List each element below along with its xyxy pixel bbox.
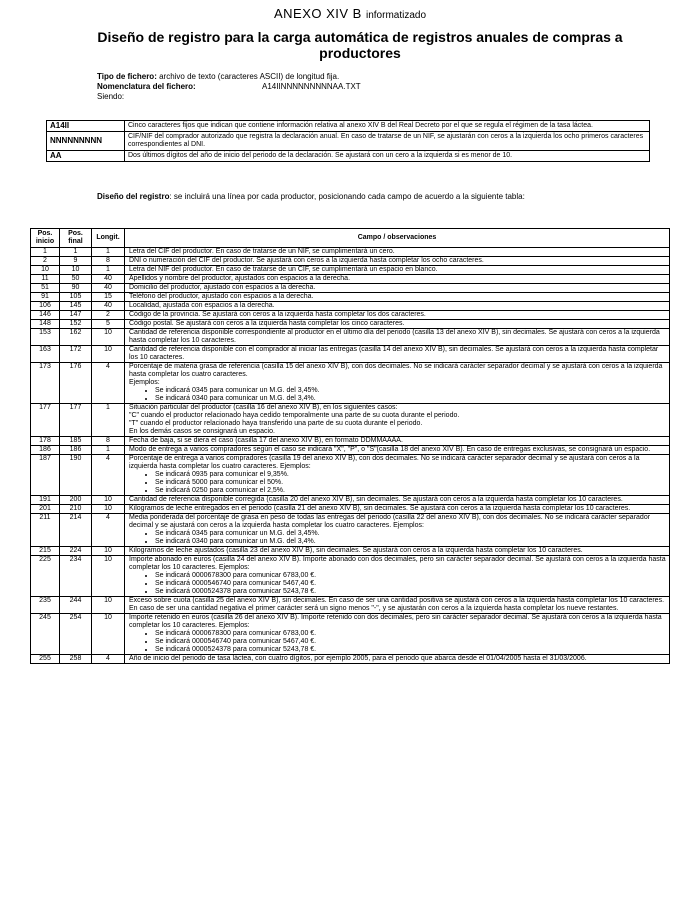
campo-cell	[125, 437, 670, 446]
table-row	[31, 266, 670, 275]
campo-text-line: Cantidad de referencia disponible con el comprador al iniciar las entregas (casilla 14 del anexo XIV B), sin decimales. Se ajustará con ceros a la izquierda hasta completar los 10 caracteres.	[129, 346, 659, 361]
header-campo: Campo / observaciones	[125, 229, 670, 248]
campo-text-line: Localidad, ajustada con espacios a la derecha.	[129, 302, 275, 309]
pos-final-cell: 190	[60, 455, 92, 496]
example-item: • Se indicará 5000 para comunicar el 50%.	[155, 479, 666, 487]
header-longitud: Longit.	[92, 229, 125, 248]
campo-text-line: Domicilio del productor, ajustado con espacios a la derecha.	[129, 284, 316, 291]
campo-cell	[125, 514, 670, 547]
longitud-cell: 4	[92, 655, 125, 664]
pos-final-cell: 214	[60, 514, 92, 547]
example-item: • Se indicará 0250 para comunicar el 2,5%.	[155, 487, 666, 495]
pos-inicio-cell: 235	[31, 597, 60, 614]
campo-text-line: Teléfono del productor, ajustado con espacios a la derecha.	[129, 293, 314, 300]
campo-text-line: Importe abonado en euros (casilla 24 del anexo XIV B). Importe abonado con dos decimales, pero sin carácter separador decimal. Se ajustará con ceros a la izquierda hasta completar los 10 caracteres. Ejemplos:	[129, 556, 666, 571]
example-item: • Se indicará 0340 para comunicar un M.G. del 3,4%.	[155, 538, 666, 546]
pos-inicio-cell: 11	[31, 275, 60, 284]
longitud-cell: 15	[92, 293, 125, 302]
pos-final-cell: 145	[60, 302, 92, 311]
code-row	[47, 151, 650, 162]
campo-text-line: Apellidos y nombre del productor, ajustados con espacios a la derecha.	[129, 275, 351, 282]
campo-text-line: Ejemplos:	[129, 379, 160, 386]
table-row	[31, 320, 670, 329]
code-description: Dos últimos dígitos del año de inicio del periodo de la declaración. Se ajustará con un cero a la izquierda si es menor de 10.	[125, 151, 650, 162]
table-row	[31, 346, 670, 363]
example-item: • Se indicará 0000546740 para comunicar 5467,40 €.	[155, 638, 666, 646]
example-item: • Se indicará 0340 para comunicar un M.G. del 3,4%.	[155, 395, 666, 403]
pos-inicio-cell: 211	[31, 514, 60, 547]
example-item: • Se indicará 0000524378 para comunicar 5243,78 €.	[155, 588, 666, 596]
campo-cell	[125, 266, 670, 275]
record-design-intro	[97, 192, 617, 202]
campo-cell	[125, 446, 670, 455]
longitud-cell: 40	[92, 302, 125, 311]
longitud-cell: 1	[92, 446, 125, 455]
pos-final-cell: 186	[60, 446, 92, 455]
campo-cell	[125, 597, 670, 614]
campo-text-line: Año de inicio del periodo de tasa láctea, con cuatro dígitos, por ejemplo 2005, para el periodo que abarca desde el 01/04/2005 hasta el 31/03/2006.	[129, 655, 587, 662]
pos-inicio-cell: 177	[31, 404, 60, 437]
pos-inicio-cell: 245	[31, 614, 60, 655]
pos-final-cell: 210	[60, 505, 92, 514]
campo-text-line: Exceso sobre cuota (casilla 25 del anexo XIV B), sin decimales. En caso de ser una cantidad positiva se ajustará con ceros a la izquierda hasta completar los 10 caracteres. En caso de ser una cantidad negativa el primer carácter será un signo menos "-", y se ajustarán con ceros a la izquierda hasta completar los nueve restantes.	[129, 597, 665, 612]
file-meta	[97, 72, 361, 102]
longitud-cell: 10	[92, 505, 125, 514]
campo-cell	[125, 505, 670, 514]
table-row	[31, 614, 670, 655]
campo-cell	[125, 614, 670, 655]
campo-text-line: Kilogramos de leche ajustados (casilla 23 del anexo XIV B), sin decimales. Se ajustará con ceros a la izquierda hasta completar los 10 caracteres.	[129, 547, 583, 554]
campo-text-line: Letra del NIF del productor. En caso de tratarse de un CIF, se cumplimentará un espacio en blanco.	[129, 266, 438, 273]
table-row	[31, 437, 670, 446]
campo-text-line: Fecha de baja, si se diera el caso (casilla 17 del anexo XIV B), en formato DDMMAAAA.	[129, 437, 403, 444]
table-row	[31, 329, 670, 346]
file-type-row	[97, 72, 339, 82]
example-list	[129, 387, 666, 403]
page-title: Diseño de registro para la carga automática de registros anuales de compras a productores	[97, 29, 623, 61]
campo-text-line: "T" cuando el productor relacionado haya transferido una parte de su cuota durante el periodo.	[129, 420, 423, 427]
table-row	[31, 556, 670, 597]
table-row	[31, 275, 670, 284]
pos-inicio-cell: 51	[31, 284, 60, 293]
pos-final-cell: 9	[60, 257, 92, 266]
longitud-cell: 10	[92, 346, 125, 363]
campo-text-line: Código postal. Se ajustará con ceros a la izquierda hasta completar los cinco caracteres.	[129, 320, 405, 327]
pos-inicio-cell: 106	[31, 302, 60, 311]
pos-final-cell: 200	[60, 496, 92, 505]
longitud-cell: 4	[92, 455, 125, 496]
longitud-cell: 4	[92, 363, 125, 404]
file-naming-label: Nomenclatura del fichero:	[97, 82, 196, 91]
record-design-label: Diseño del registro	[97, 192, 170, 201]
file-naming-value: A14IINNNNNNNNNAA.TXT	[262, 82, 361, 91]
file-type-label: Tipo de fichero:	[97, 72, 157, 81]
pos-inicio-cell: 225	[31, 556, 60, 597]
pos-inicio-cell: 91	[31, 293, 60, 302]
campo-cell	[125, 248, 670, 257]
example-list	[129, 572, 666, 596]
annex-suffix: informatizado	[365, 10, 427, 21]
pos-final-cell: 244	[60, 597, 92, 614]
campo-cell	[125, 655, 670, 664]
code-row	[47, 121, 650, 132]
code-key: A14II	[47, 121, 125, 132]
pos-final-cell: 162	[60, 329, 92, 346]
pos-inicio-cell: 173	[31, 363, 60, 404]
pos-final-cell: 50	[60, 275, 92, 284]
pos-final-cell: 10	[60, 266, 92, 275]
example-item: • Se indicará 0000546740 para comunicar 5467,40 €.	[155, 580, 666, 588]
pos-inicio-cell: 163	[31, 346, 60, 363]
longitud-cell: 10	[92, 329, 125, 346]
pos-final-cell: 105	[60, 293, 92, 302]
example-item: • Se indicará 0000524378 para comunicar 5243,78 €.	[155, 646, 666, 654]
campo-cell	[125, 455, 670, 496]
longitud-cell: 10	[92, 556, 125, 597]
record-design-text: : se incluirá una línea por cada productor, posicionando cada campo de acuerdo a la siguiente tabla:	[169, 192, 525, 201]
campo-cell	[125, 346, 670, 363]
pos-inicio-cell: 178	[31, 437, 60, 446]
code-key: AA	[47, 151, 125, 162]
pos-final-cell: 177	[60, 404, 92, 437]
table-row	[31, 547, 670, 556]
table-row	[31, 248, 670, 257]
table-row	[31, 284, 670, 293]
file-type-value: archivo de texto (caracteres ASCII) de longitud fija.	[159, 72, 340, 81]
campo-cell	[125, 320, 670, 329]
filename-codes-table	[46, 120, 650, 162]
longitud-cell: 10	[92, 547, 125, 556]
example-item: • Se indicará 0345 para comunicar un M.G. del 3,45%.	[155, 387, 666, 395]
example-list	[129, 471, 666, 495]
pos-inicio-cell: 10	[31, 266, 60, 275]
pos-final-cell: 1	[60, 248, 92, 257]
pos-inicio-cell: 201	[31, 505, 60, 514]
table-row	[31, 446, 670, 455]
longitud-cell: 8	[92, 437, 125, 446]
pos-inicio-cell: 191	[31, 496, 60, 505]
example-list	[129, 630, 666, 654]
file-naming-row	[97, 82, 361, 92]
table-row	[31, 302, 670, 311]
example-item: • Se indicará 0000678300 para comunicar 6783,00 €.	[155, 630, 666, 638]
example-list	[129, 530, 666, 546]
longitud-cell: 1	[92, 266, 125, 275]
table-row	[31, 404, 670, 437]
pos-final-cell: 176	[60, 363, 92, 404]
longitud-cell: 1	[92, 404, 125, 437]
longitud-cell: 40	[92, 275, 125, 284]
campo-text-line: Cantidad de referencia disponible correspondiente al productor en el último día del periodo (casilla 13 del anexo XIV B), sin decimales. Se ajustará con ceros a la izquierda hasta completar los 10 caracteres.	[129, 329, 660, 344]
pos-inicio-cell: 148	[31, 320, 60, 329]
code-description: Cinco caracteres fijos que indican que contiene información relativa al anexo XIV B del Real Decreto por el que se regula el régimen de la tasa láctea.	[125, 121, 650, 132]
longitud-cell: 10	[92, 496, 125, 505]
campo-cell	[125, 547, 670, 556]
annex-label: ANEXO XIV B	[273, 6, 362, 21]
pos-final-cell: 90	[60, 284, 92, 293]
annex-title	[0, 6, 700, 21]
pos-final-cell: 185	[60, 437, 92, 446]
campo-text-line: DNI o numeración del CIF del productor. Se ajustará con ceros a la izquierda hasta completar los ocho caracteres.	[129, 257, 484, 264]
campo-text-line: Situación particular del productor (casilla 16 del anexo XIV B), en los siguientes casos:	[129, 404, 398, 411]
campo-cell	[125, 302, 670, 311]
table-row	[31, 496, 670, 505]
table-row	[31, 514, 670, 547]
longitud-cell: 4	[92, 514, 125, 547]
campo-cell	[125, 363, 670, 404]
header-pos-final: Pos. final	[60, 229, 92, 248]
table-row	[31, 455, 670, 496]
campo-text-line: Código de la provincia. Se ajustará con ceros a la izquierda hasta completar los dos caracteres.	[129, 311, 426, 318]
campo-text-line: Letra del CIF del productor. En caso de tratarse de un NIF, se cumplimentará un cero.	[129, 248, 395, 255]
example-item: • Se indicará 0000678300 para comunicar 6783,00 €.	[155, 572, 666, 580]
table-row	[31, 293, 670, 302]
pos-inicio-cell: 215	[31, 547, 60, 556]
campo-text-line: "C" cuando el productor relacionado haya cedido temporalmente una parte de su cuota durante el periodo.	[129, 412, 460, 419]
campo-text-line: Media ponderada del porcentaje de grasa en peso de todas las entregas del periodo (casilla 22 del anexo XIV B), con dos decimales. No se indicará carácter separador decimal y se ajustará con ceros a la izquierda hasta completar los cuatro caracteres. Ejemplos:	[129, 514, 651, 529]
campo-text-line: Modo de entrega a varios compradores según el caso se indicará "X", "P", o "S"(casilla 18 del anexo XIV B). En caso de entregas exclusivas, se consignará un espacio.	[129, 446, 651, 453]
campo-text-line: Porcentaje de materia grasa de referencia (casilla 15 del anexo XIV B), con dos decimales. No se indicará carácter separador decimal y se ajustará con ceros a la izquierda hasta completar los cuatro caracteres.	[129, 363, 663, 378]
code-row	[47, 132, 650, 151]
campo-cell	[125, 404, 670, 437]
campo-cell	[125, 275, 670, 284]
campo-text-line: En los demás casos se consignará un espacio.	[129, 428, 275, 435]
example-item: • Se indicará 0345 para comunicar un M.G. del 3,45%.	[155, 530, 666, 538]
pos-final-cell: 152	[60, 320, 92, 329]
pos-inicio-cell: 1	[31, 248, 60, 257]
pos-inicio-cell: 255	[31, 655, 60, 664]
pos-final-cell: 224	[60, 547, 92, 556]
header-pos-inicio: Pos. inicio	[31, 229, 60, 248]
campo-cell	[125, 293, 670, 302]
longitud-cell: 10	[92, 614, 125, 655]
siendo-label: Siendo:	[97, 92, 125, 101]
pos-final-cell: 258	[60, 655, 92, 664]
table-row	[31, 655, 670, 664]
longitud-cell: 5	[92, 320, 125, 329]
pos-final-cell: 254	[60, 614, 92, 655]
campo-cell	[125, 257, 670, 266]
campo-text-line: Cantidad de referencia disponible corregida (casilla 20 del anexo XIV B), sin decimales. Se ajustará con ceros a la izquierda hasta completar los 10 caracteres.	[129, 496, 623, 503]
code-description: CIF/NIF del comprador autorizado que registra la declaración anual. En caso de tratarse de un NIF, se ajustarán con ceros a la izquierda los ocho primeros caracteres correspondientes al DNI.	[125, 132, 650, 151]
longitud-cell: 40	[92, 284, 125, 293]
pos-final-cell: 172	[60, 346, 92, 363]
campo-text-line: Kilogramos de leche entregados en el periodo (casilla 21 del anexo XIV B), sin decimales. Se ajustará con ceros a la izquierda hasta completar los 10 caracteres.	[129, 505, 631, 512]
longitud-cell: 10	[92, 597, 125, 614]
table-row	[31, 363, 670, 404]
record-fields-table	[30, 228, 670, 664]
pos-inicio-cell: 146	[31, 311, 60, 320]
pos-inicio-cell: 186	[31, 446, 60, 455]
code-key: NNNNNNNNN	[47, 132, 125, 151]
table-row	[31, 311, 670, 320]
campo-cell	[125, 284, 670, 293]
campo-text-line: Porcentaje de entrega a varios compradores (casilla 19 del anexo XIV B), con dos decimales. No se indicará carácter separador decimal y se ajustará con ceros a la izquierda hasta completar los cuatro caracteres. Ejemplos:	[129, 455, 640, 470]
pos-inicio-cell: 187	[31, 455, 60, 496]
table-row	[31, 597, 670, 614]
table-header-row	[31, 229, 670, 248]
longitud-cell: 8	[92, 257, 125, 266]
campo-cell	[125, 329, 670, 346]
pos-final-cell: 147	[60, 311, 92, 320]
pos-inicio-cell: 2	[31, 257, 60, 266]
campo-cell	[125, 311, 670, 320]
example-item: • Se indicará 0935 para comunicar el 9,35%.	[155, 471, 666, 479]
pos-final-cell: 234	[60, 556, 92, 597]
campo-cell	[125, 496, 670, 505]
longitud-cell: 1	[92, 248, 125, 257]
pos-inicio-cell: 153	[31, 329, 60, 346]
longitud-cell: 2	[92, 311, 125, 320]
table-row	[31, 505, 670, 514]
table-row	[31, 257, 670, 266]
campo-cell	[125, 556, 670, 597]
campo-text-line: Importe retenido en euros (casilla 26 del anexo XIV B). Importe retenido con dos decimales, pero sin carácter separador decimal. Se ajustará con ceros a la izquierda hasta completar los 10 caracteres. Ejemplos:	[129, 614, 662, 629]
